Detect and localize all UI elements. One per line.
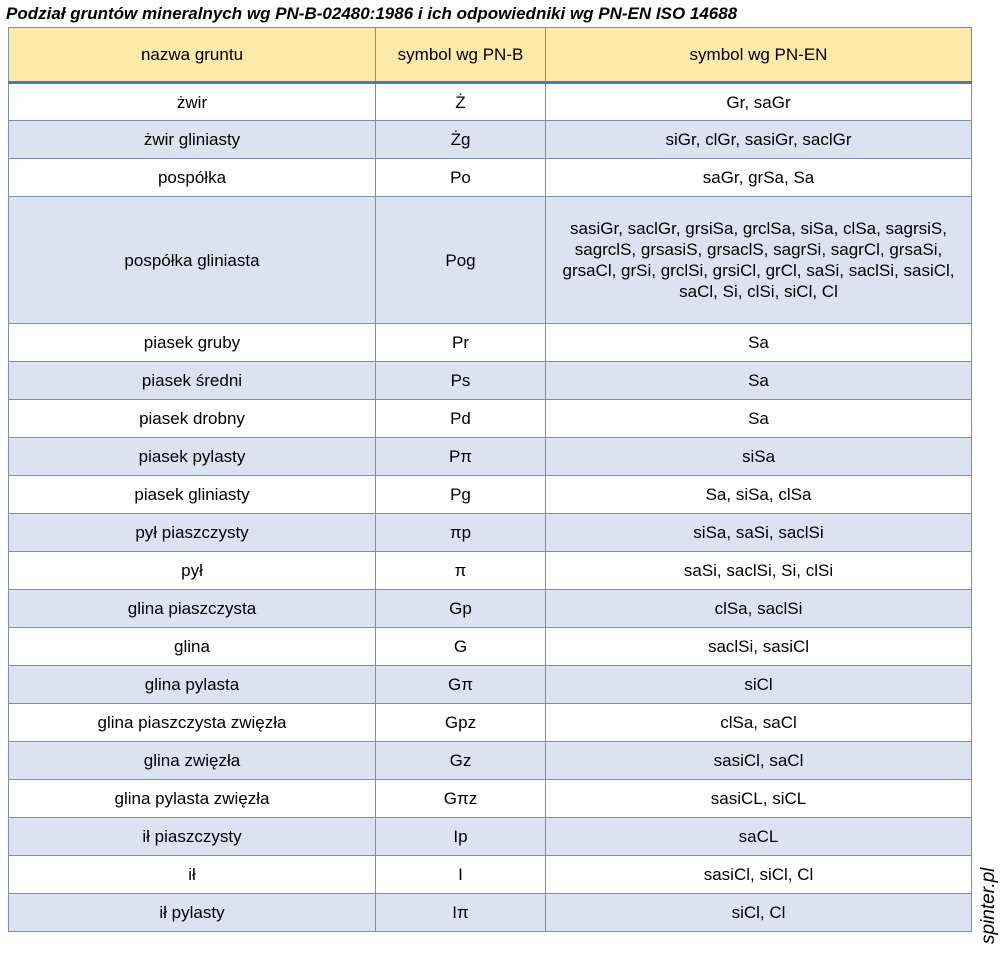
- cell-symbol-pnb: Ip: [376, 818, 546, 856]
- cell-name: piasek gruby: [9, 324, 376, 362]
- cell-symbol-pnen: sasiCl, saCl: [546, 742, 972, 780]
- cell-symbol-pnb: Ps: [376, 362, 546, 400]
- cell-symbol-pnen: Sa, siSa, clSa: [546, 476, 972, 514]
- cell-name: ił piaszczysty: [9, 818, 376, 856]
- cell-name: ił: [9, 856, 376, 894]
- table-row: [9, 894, 972, 932]
- table-row: [9, 362, 972, 400]
- cell-symbol-pnb: Gπz: [376, 780, 546, 818]
- cell-name: piasek średni: [9, 362, 376, 400]
- table-row: [9, 856, 972, 894]
- cell-symbol-pnen: siCl: [546, 666, 972, 704]
- table-row: [9, 666, 972, 704]
- cell-symbol-pnb: Po: [376, 159, 546, 197]
- cell-name: piasek gliniasty: [9, 476, 376, 514]
- table-row: [9, 742, 972, 780]
- cell-name: glina pylasta zwięzła: [9, 780, 376, 818]
- soil-classification-table: [8, 27, 972, 932]
- cell-name: piasek pylasty: [9, 438, 376, 476]
- cell-symbol-pnb: Pd: [376, 400, 546, 438]
- cell-name: glina piaszczysta: [9, 590, 376, 628]
- cell-symbol-pnen: sasiCl, siCl, Cl: [546, 856, 972, 894]
- cell-name: pospółka: [9, 159, 376, 197]
- table-row: [9, 590, 972, 628]
- cell-name: glina: [9, 628, 376, 666]
- cell-name: pył: [9, 552, 376, 590]
- cell-symbol-pnen: siSa, saSi, saclSi: [546, 514, 972, 552]
- cell-symbol-pnb: Pg: [376, 476, 546, 514]
- cell-symbol-pnen: Sa: [546, 362, 972, 400]
- cell-symbol-pnb: Pr: [376, 324, 546, 362]
- cell-name: piasek drobny: [9, 400, 376, 438]
- table-body: [9, 83, 972, 932]
- table-row: [9, 628, 972, 666]
- cell-symbol-pnb: Pog: [376, 197, 546, 324]
- cell-symbol-pnb: Żg: [376, 121, 546, 159]
- table-row: [9, 780, 972, 818]
- cell-symbol-pnb: G: [376, 628, 546, 666]
- cell-symbol-pnb: Gp: [376, 590, 546, 628]
- header-symbol-pnb: symbol wg PN-B: [376, 28, 546, 83]
- header-name: nazwa gruntu: [9, 28, 376, 83]
- cell-symbol-pnen: Sa: [546, 324, 972, 362]
- cell-name: żwir: [9, 83, 376, 121]
- page-title: Podział gruntów mineralnych wg PN-B-02480:1986 i ich odpowiedniki wg PN-EN ISO 14688: [6, 4, 738, 23]
- cell-symbol-pnb: Ż: [376, 83, 546, 121]
- cell-symbol-pnb: Gπ: [376, 666, 546, 704]
- cell-symbol-pnen: saSi, saclSi, Si, clSi: [546, 552, 972, 590]
- cell-symbol-pnen: siGr, clGr, sasiGr, saclGr: [546, 121, 972, 159]
- cell-symbol-pnen: siCl, Cl: [546, 894, 972, 932]
- cell-symbol-pnen: Gr, saGr: [546, 83, 972, 121]
- cell-symbol-pnen: clSa, saclSi: [546, 590, 972, 628]
- cell-symbol-pnen: saGr, grSa, Sa: [546, 159, 972, 197]
- cell-symbol-pnb: Pπ: [376, 438, 546, 476]
- cell-symbol-pnen: siSa: [546, 438, 972, 476]
- cell-name: glina piaszczysta zwięzła: [9, 704, 376, 742]
- table-row: [9, 121, 972, 159]
- table-row: [9, 476, 972, 514]
- table-row: [9, 552, 972, 590]
- cell-name: glina pylasta: [9, 666, 376, 704]
- watermark: spinter.pl: [978, 867, 999, 944]
- cell-name: glina zwięzła: [9, 742, 376, 780]
- table-row: [9, 400, 972, 438]
- cell-symbol-pnb: Gpz: [376, 704, 546, 742]
- cell-name: ił pylasty: [9, 894, 376, 932]
- table-row: [9, 438, 972, 476]
- table-row: [9, 704, 972, 742]
- cell-name: pospółka gliniasta: [9, 197, 376, 324]
- cell-symbol-pnb: I: [376, 856, 546, 894]
- table-row: [9, 83, 972, 121]
- cell-symbol-pnen: saCL: [546, 818, 972, 856]
- cell-symbol-pnen: clSa, saCl: [546, 704, 972, 742]
- cell-symbol-pnen: saclSi, sasiCl: [546, 628, 972, 666]
- cell-symbol-pnb: Iπ: [376, 894, 546, 932]
- table-row: [9, 159, 972, 197]
- header-row: [9, 28, 972, 83]
- table-row: [9, 324, 972, 362]
- cell-symbol-pnb: Gz: [376, 742, 546, 780]
- cell-symbol-pnb: πp: [376, 514, 546, 552]
- header-symbol-pnen: symbol wg PN-EN: [546, 28, 972, 83]
- cell-symbol-pnb: π: [376, 552, 546, 590]
- table-header: [9, 28, 972, 83]
- cell-name: pył piaszczysty: [9, 514, 376, 552]
- table-row: [9, 818, 972, 856]
- cell-name: żwir gliniasty: [9, 121, 376, 159]
- cell-symbol-pnen: sasiGr, saclGr, grsiSa, grclSa, siSa, clSa, sagrsiS, sagrclS, grsasiS, grsaclS, sagrSi, sagrCl, grsaSi, grsaCl, grSi, grclSi, grsiCl, grCl, saSi, saclSi, sasiCl, saCl, Si, clSi, siCl, Cl: [546, 197, 972, 324]
- table-row: [9, 514, 972, 552]
- cell-symbol-pnen: Sa: [546, 400, 972, 438]
- table-row: [9, 197, 972, 324]
- cell-symbol-pnen: sasiCL, siCL: [546, 780, 972, 818]
